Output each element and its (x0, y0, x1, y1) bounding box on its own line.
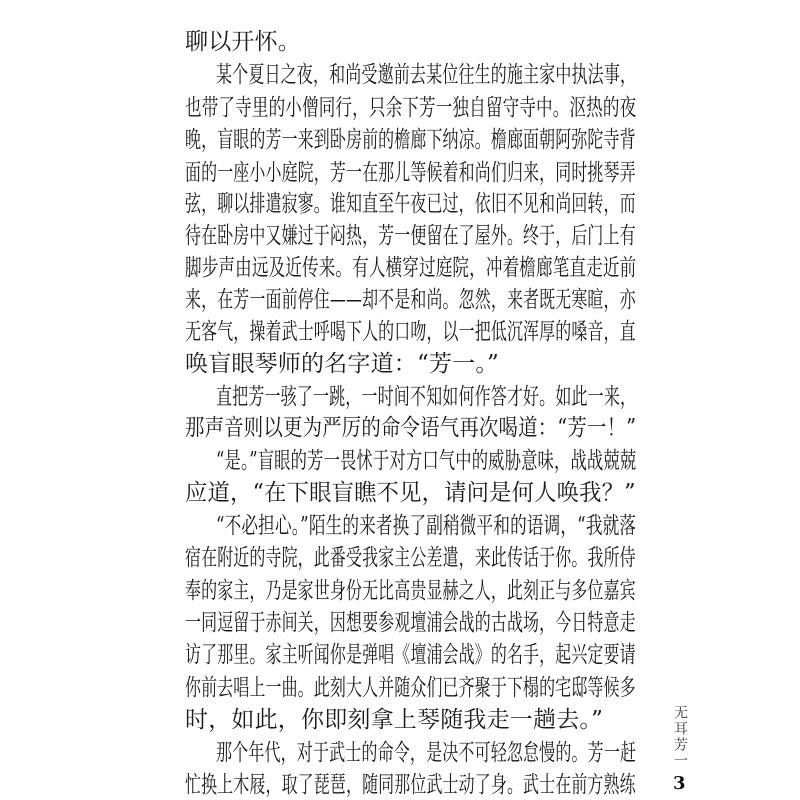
paragraph-line: 奉的家主，乃是家世身份无比高贵显赫之人，此刻正与多位嘉宾 (185, 577, 636, 604)
paragraph-line: 一同逗留于赤间关，因想要参观壇浦会战的古战场，今日特意走 (185, 609, 636, 636)
paragraph-first-line: 那个年代，对于武士的命令，是决不可轻忽怠慢的。芳一赶 (216, 739, 637, 766)
paragraph-line: 宿在附近的寺院，此番受我家主公差遣，来此传话于你。我所侍 (185, 545, 636, 572)
paragraph-line: 应道，“在下眼盲瞧不见，请问是何人唤我？” (185, 480, 636, 507)
paragraph-first-line: 直把芳一骇了一跳，一时间不知如何作答才好。如此一来， (216, 383, 637, 410)
paragraph-line: 聊以开怀。 (185, 29, 301, 55)
paragraph-line: 脚步声由远及近传来。有人横穿过庭院，冲着檐廊笔直走近前 (185, 255, 637, 282)
paragraph-line: 忙换上木屐，取了琵琶，随同那位武士动了身。武士在前方熟练 (185, 772, 636, 798)
paragraph-line: 无客气，操着武士呼喝下人的口吻，以一把低沉浑厚的嗓音，直 (185, 319, 636, 346)
paragraph-line: 访了那里。家主听闻你是弹唱《壇浦会战》的名手，起兴定要请 (185, 642, 636, 669)
paragraph-line: 你前去唱上一曲。此刻大人并随众们已齐聚于下榻的宅邸等候多 (185, 674, 636, 701)
paragraph-line: 时，如此，你即刻拿上琴随我走一趟去。” (185, 707, 604, 734)
paragraph-line: 待在卧房中又嫌过于闷热，芳一便留在了屋外。终于，后门上有 (185, 222, 636, 249)
page-number: 3 (673, 773, 686, 794)
paragraph-first-line: “不必担心。”陌生的来者换了副稍微平和的语调，“我就落 (216, 512, 637, 539)
paragraph-line: 来，在芳一面前停住——却不是和尚。忽然，来者既无寒暄，亦 (185, 287, 636, 314)
paragraph-line: 那声音则以更为严厉的命令语气再次喝道：“芳一！” (185, 415, 637, 442)
running-title: 无耳芳一 (672, 705, 688, 769)
paragraph-line: 也带了寺里的小僧同行，只余下芳一独自留守寺中。沤热的夜 (185, 94, 637, 121)
paragraph-first-line: “是。”盲眼的芳一畏怵于对方口气中的威胁意味，战战兢兢 (216, 447, 637, 474)
paragraph-line: 唤盲眼琴师的名字道：“芳一。” (185, 351, 500, 378)
paragraph-first-line: 某个夏日之夜，和尚受邀前去某位往生的施主家中执法事， (216, 62, 637, 89)
paragraph-line: 面的一座小小庭院，芳一在那儿等候着和尚们归来，同时挑琴弄 (185, 159, 636, 186)
paragraph-line: 晚，盲眼的芳一来到卧房前的檐廊下纳凉。檐廊面朝阿弥陀寺背 (185, 127, 636, 154)
paragraph-line: 弦，聊以排遣寂寥。谁知直至午夜已过，依旧不见和尚回转，而 (185, 191, 636, 218)
